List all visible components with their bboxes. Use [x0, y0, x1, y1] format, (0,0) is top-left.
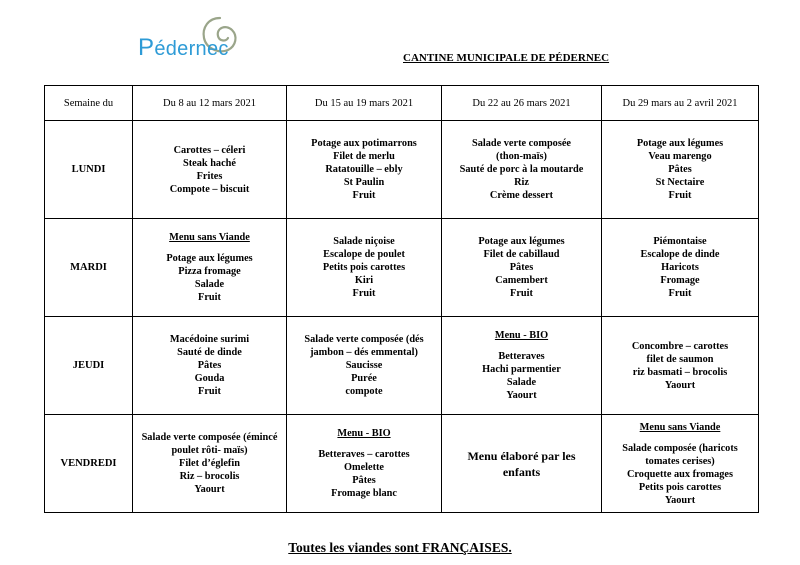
dish-item: Fruit — [352, 288, 376, 300]
dish-item: Camembert — [495, 275, 548, 287]
day-row — [45, 317, 759, 415]
dish-item: (thon-maïs) — [496, 151, 547, 163]
dish-item: Fromage — [660, 275, 700, 287]
dish-item: Kiri — [354, 275, 374, 287]
dish-item: Gouda — [194, 373, 225, 385]
day-name: VENDREDI — [45, 415, 133, 513]
dish-item: Salade composée (haricots — [622, 442, 738, 454]
dish-item: Potage aux légumes — [166, 253, 253, 265]
dish-item: Hachi parmentier — [482, 364, 561, 376]
dish-item: Menu élaboré par les — [467, 448, 576, 463]
menu-cell — [287, 219, 442, 317]
dish-item: Pâtes — [197, 360, 222, 372]
menu-cell — [133, 219, 287, 317]
menu-table — [44, 85, 759, 513]
dish-item: Sauté de porc à la moutarde — [459, 164, 584, 176]
special-menu-label: Menu sans Viande — [169, 232, 250, 244]
dish-item: tomates cerises) — [645, 455, 715, 467]
week-header: Du 29 mars au 2 avril 2021 — [602, 86, 759, 121]
dish-item: Sauté de dinde — [177, 347, 242, 359]
dish-item: riz basmati – brocolis — [632, 366, 728, 378]
menu-cell — [442, 317, 602, 415]
dish-item: Pizza fromage — [178, 266, 241, 278]
dish-item: Fruit — [352, 190, 376, 202]
dish-item: Filet de merlu — [333, 151, 395, 163]
dish-item: Filet d’églefin — [179, 458, 240, 470]
day-name: MARDI — [45, 219, 133, 317]
menu-cell — [442, 121, 602, 219]
dish-item: Concombre – carottes — [631, 340, 729, 352]
dish-item: Steak haché — [183, 157, 236, 169]
dish-item: Carottes – céleri — [173, 144, 246, 156]
pedernec-logo — [138, 14, 248, 62]
dish-item: Salade — [506, 377, 537, 389]
special-menu-label: Menu - BIO — [337, 428, 391, 440]
dish-item: Escalope de poulet — [323, 249, 405, 261]
dish-item: Petits pois carottes — [322, 262, 406, 274]
dish-item: St Paulin — [343, 177, 385, 189]
menu-cell — [442, 415, 602, 513]
dish-item: compote — [345, 386, 383, 398]
special-menu-label: Menu sans Viande — [639, 421, 721, 433]
week-header: Du 8 au 12 mars 2021 — [133, 86, 287, 121]
dish-item: Omelette — [343, 462, 385, 474]
dish-item: Fruit — [510, 288, 533, 300]
menu-cell — [133, 415, 287, 513]
menu-cell — [287, 317, 442, 415]
day-row — [45, 415, 759, 513]
dish-item: jambon – dés emmental) — [310, 347, 418, 359]
menu-cell — [287, 415, 442, 513]
dish-item: Macédoine surimi — [169, 334, 250, 346]
dish-item: Riz — [514, 177, 529, 189]
dish-item: Potage aux légumes — [478, 236, 565, 248]
dish-item: Pâtes — [509, 262, 534, 274]
dish-item: Croquette aux fromages — [626, 468, 733, 480]
dish-item: Purée — [351, 373, 377, 385]
dish-item: Escalope de dinde — [640, 249, 720, 261]
day-name: JEUDI — [45, 317, 133, 415]
special-menu-label: Menu - BIO — [494, 330, 549, 342]
menu-cell — [133, 121, 287, 219]
logo-text: Pédernec — [138, 34, 229, 61]
week-header: Du 15 au 19 mars 2021 — [287, 86, 442, 121]
dish-item: enfants — [502, 464, 541, 479]
dish-item: Betteraves – carottes — [318, 449, 410, 461]
dish-item: Fruit — [198, 386, 221, 398]
dish-item: Saucisse — [345, 360, 383, 372]
dish-item: Pâtes — [352, 475, 376, 487]
header-row — [45, 86, 759, 121]
dish-item: Frites — [196, 170, 223, 182]
menu-cell — [602, 219, 759, 317]
page-title: CANTINE MUNICIPALE DE PÉDERNEC — [403, 52, 610, 64]
week-header: Du 22 au 26 mars 2021 — [442, 86, 602, 121]
menu-cell — [442, 219, 602, 317]
dish-item: Fruit — [668, 190, 692, 202]
dish-item: poulet rôti- maïs) — [171, 445, 248, 457]
dish-item: Ratatouille – ebly — [325, 164, 403, 176]
dish-item: St Nectaire — [655, 177, 705, 189]
dish-item: Potage aux légumes — [636, 138, 724, 150]
dish-item: Yaourt — [664, 379, 696, 391]
menu-cell — [287, 121, 442, 219]
dish-item: Fruit — [198, 292, 221, 304]
dish-item: Yaourt — [506, 390, 537, 402]
day-row — [45, 219, 759, 317]
dish-item: Salade niçoise — [333, 236, 395, 248]
week-label: Semaine du — [45, 86, 133, 121]
dish-item: Salade verte composée — [472, 138, 571, 150]
dish-item: Potage aux potimarrons — [311, 138, 417, 150]
dish-item: filet de saumon — [646, 353, 714, 365]
dish-item: Yaourt — [194, 484, 225, 496]
dish-item: Haricots — [661, 262, 699, 274]
dish-item: Petits pois carottes — [638, 481, 722, 493]
dish-item: Compote – biscuit — [169, 183, 250, 195]
dish-item: Filet de cabillaud — [483, 249, 560, 261]
dish-item: Pâtes — [668, 164, 692, 176]
menu-cell — [602, 121, 759, 219]
dish-item: Piémontaise — [653, 236, 707, 248]
dish-item: Betteraves — [498, 351, 545, 363]
footer-note: Toutes les viandes sont FRANÇAISES. — [288, 540, 512, 555]
dish-item: Fruit — [668, 288, 692, 300]
dish-item: Salade verte composée (dés — [304, 334, 424, 346]
dish-item: Crème dessert — [489, 190, 554, 202]
menu-cell — [133, 317, 287, 415]
day-row — [45, 121, 759, 219]
dish-item: Salade — [194, 279, 225, 291]
dish-item: Riz – brocolis — [179, 471, 240, 483]
dish-item: Yaourt — [664, 494, 696, 506]
day-name: LUNDI — [45, 121, 133, 219]
menu-cell — [602, 415, 759, 513]
dish-item: Veau marengo — [648, 151, 712, 163]
dish-item: Salade verte composée (émincé — [141, 432, 278, 444]
menu-cell — [602, 317, 759, 415]
dish-item: Fromage blanc — [331, 488, 397, 500]
